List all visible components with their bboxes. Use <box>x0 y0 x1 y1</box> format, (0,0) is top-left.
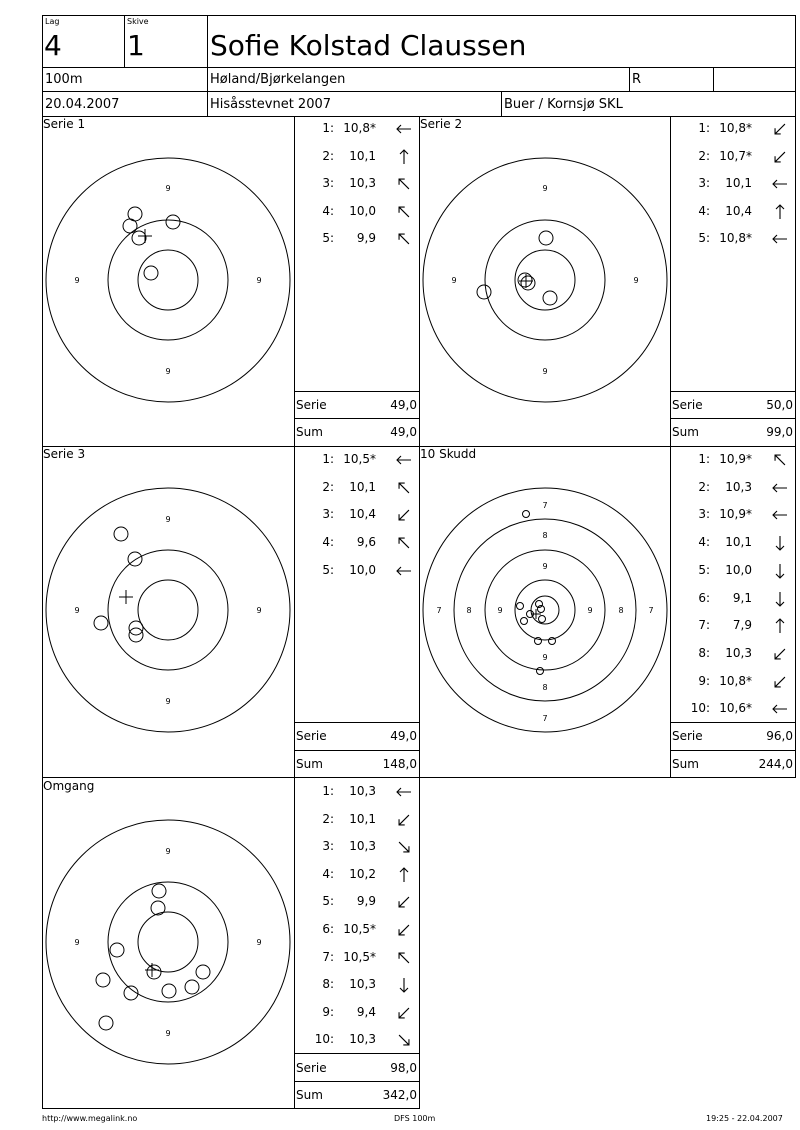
shot-row <box>294 975 420 993</box>
shot-score: 10,3 <box>725 645 752 660</box>
sum-value: 49,0 <box>390 425 417 439</box>
shot-score: 10,3 <box>349 839 376 854</box>
footer-timestamp: 19:25 - 22.04.2007 <box>706 1114 783 1123</box>
shot-hole <box>521 276 535 290</box>
ring-label: 7 <box>648 606 654 615</box>
shot-number: 7: <box>322 949 334 964</box>
shot-hole <box>114 527 128 541</box>
shot-hole <box>128 552 142 566</box>
sum-total-row <box>670 425 796 439</box>
shot-hole <box>152 884 166 898</box>
shot-row <box>294 202 420 220</box>
shot-number: 9: <box>698 673 710 688</box>
direction-arrow-icon <box>396 121 412 137</box>
ring-label: 8 <box>542 531 548 540</box>
direction-arrow-icon <box>772 674 788 690</box>
shot-number: 10: <box>690 701 710 716</box>
shot-hole <box>523 511 530 518</box>
ring-label: 9 <box>542 653 548 662</box>
direction-arrow-icon <box>396 894 412 910</box>
serie-value: 49,0 <box>390 729 417 743</box>
target-serie-3 <box>46 488 290 732</box>
shot-hole <box>144 266 158 280</box>
shot-score: 10,4 <box>725 203 752 218</box>
shot-hole <box>517 603 524 610</box>
shot-row <box>670 699 796 717</box>
shot-score: 10,9* <box>719 452 752 466</box>
shot-number: 3: <box>698 507 710 522</box>
direction-arrow-icon <box>396 507 412 523</box>
shot-row <box>670 119 796 137</box>
shot-row <box>294 505 420 523</box>
serie-label: Serie <box>672 398 703 412</box>
shot-row <box>294 478 420 496</box>
serie-total-row <box>294 729 420 743</box>
shot-score: 10,9* <box>719 507 752 522</box>
shot-score: 10,0 <box>349 562 376 577</box>
shot-number: 4: <box>322 866 334 881</box>
ring-label: 9 <box>451 276 457 285</box>
shot-row <box>670 505 796 523</box>
ring-label: 9 <box>256 276 262 285</box>
shot-score: 10,3 <box>349 176 376 190</box>
shot-hole <box>151 901 165 915</box>
serie-value: 49,0 <box>390 398 417 412</box>
panel-title: Serie 2 <box>420 117 463 131</box>
shot-row <box>294 865 420 883</box>
target-serie-2 <box>423 158 667 402</box>
shot-number: 2: <box>322 148 334 163</box>
shot-row <box>294 782 420 800</box>
shot-score: 9,4 <box>356 1004 376 1019</box>
shot-row <box>294 892 420 910</box>
shot-score: 9,1 <box>732 590 752 605</box>
shot-score: 10,1 <box>349 811 376 826</box>
shot-row <box>294 147 420 165</box>
sum-value: 244,0 <box>758 757 793 771</box>
ring-label: 7 <box>542 714 548 723</box>
shot-score: 10,1 <box>349 148 376 163</box>
serie-label: Serie <box>296 398 327 412</box>
shot-score: 10,1 <box>725 535 752 550</box>
shot-row <box>294 450 420 468</box>
serie-label: Serie <box>296 1061 327 1075</box>
shot-number: 10: <box>314 1032 334 1047</box>
footer-program: DFS 100m <box>394 1114 436 1123</box>
shot-number: 5: <box>698 562 710 577</box>
shot-number: 1: <box>698 121 710 135</box>
direction-arrow-icon <box>772 231 788 247</box>
direction-arrow-icon <box>772 618 788 634</box>
date: 20.04.2007 <box>45 97 120 112</box>
shot-score: 10,8* <box>719 231 752 245</box>
direction-arrow-icon <box>396 563 412 579</box>
shot-score: 10,8* <box>343 121 376 135</box>
shot-row <box>670 202 796 220</box>
shot-row <box>294 837 420 855</box>
shot-number: 5: <box>698 231 710 245</box>
direction-arrow-icon <box>396 950 412 966</box>
shot-number: 1: <box>698 452 710 466</box>
shot-row <box>670 561 796 579</box>
direction-arrow-icon <box>396 1032 412 1048</box>
shooter-name: Sofie Kolstad Claussen <box>210 29 527 62</box>
shot-row <box>294 1003 420 1021</box>
direction-arrow-icon <box>772 563 788 579</box>
shot-hole <box>185 980 199 994</box>
shot-score: 10,5* <box>343 922 376 936</box>
shot-number: 5: <box>322 231 334 245</box>
shot-row <box>670 450 796 468</box>
serie-total-row <box>670 398 796 412</box>
shot-score: 9,9 <box>356 231 376 245</box>
ring-label: 9 <box>256 938 262 947</box>
ring-label: 8 <box>466 606 472 615</box>
direction-arrow-icon <box>396 204 412 220</box>
mean-hit-cross <box>531 609 541 619</box>
serie-label: Serie <box>296 729 327 743</box>
shot-score: 10,1 <box>725 176 752 190</box>
ring-label: 9 <box>165 515 171 524</box>
shot-score: 10,2 <box>349 866 376 881</box>
skive-label: Skive <box>127 17 149 26</box>
shot-number: 1: <box>322 452 334 466</box>
shot-number: 2: <box>698 148 710 163</box>
shot-row <box>670 589 796 607</box>
direction-arrow-icon <box>772 176 788 192</box>
shot-score: 10,3 <box>349 1032 376 1047</box>
shot-hole <box>539 616 546 623</box>
sum-total-row <box>294 1088 420 1102</box>
direction-arrow-icon <box>772 646 788 662</box>
sum-total-row <box>294 425 420 439</box>
shot-number: 8: <box>322 977 334 992</box>
ring-label: 9 <box>542 184 548 193</box>
serie-total-row <box>670 729 796 743</box>
direction-arrow-icon <box>772 591 788 607</box>
mean-hit-cross <box>119 590 133 604</box>
direction-arrow-icon <box>772 149 788 165</box>
shot-number: 2: <box>322 479 334 494</box>
serie-value: 50,0 <box>766 398 793 412</box>
direction-arrow-icon <box>396 452 412 468</box>
distance: 100m <box>45 72 83 87</box>
direction-arrow-icon <box>396 535 412 551</box>
sum-label: Sum <box>672 757 699 771</box>
shot-number: 1: <box>322 121 334 135</box>
shot-score: 9,9 <box>356 894 376 909</box>
shot-hole <box>539 231 553 245</box>
shot-score: 10,3 <box>349 977 376 992</box>
shot-hole <box>535 638 542 645</box>
shot-score: 10,3 <box>349 784 376 798</box>
shot-row <box>670 229 796 247</box>
shot-hole <box>96 973 110 987</box>
panel-title: Serie 1 <box>43 117 86 131</box>
sum-label: Sum <box>296 757 323 771</box>
direction-arrow-icon <box>396 231 412 247</box>
shot-hole <box>518 273 532 287</box>
event-name: Hisåsstevnet 2007 <box>210 97 332 112</box>
direction-arrow-icon <box>396 977 412 993</box>
shot-row <box>294 920 420 938</box>
shot-score: 10,7* <box>719 148 752 163</box>
direction-arrow-icon <box>772 535 788 551</box>
shot-hole <box>94 616 108 630</box>
direction-arrow-icon <box>396 867 412 883</box>
ring-label: 7 <box>542 501 548 510</box>
sum-label: Sum <box>672 425 699 439</box>
sum-value: 342,0 <box>382 1088 417 1102</box>
ring-label: 9 <box>165 697 171 706</box>
direction-arrow-icon <box>772 204 788 220</box>
shot-score: 10,8* <box>719 121 752 135</box>
shot-number: 9: <box>322 1004 334 1019</box>
direction-arrow-icon <box>772 121 788 137</box>
shot-row <box>294 561 420 579</box>
direction-arrow-icon <box>396 149 412 165</box>
direction-arrow-icon <box>396 480 412 496</box>
shot-number: 4: <box>322 535 334 550</box>
shot-hole <box>99 1016 113 1030</box>
shot-row <box>670 533 796 551</box>
ring-label: 9 <box>74 606 80 615</box>
shot-row <box>670 147 796 165</box>
shot-row <box>670 478 796 496</box>
ring-label: 8 <box>618 606 624 615</box>
shot-hole <box>123 219 137 233</box>
sum-label: Sum <box>296 1088 323 1102</box>
lag-label: Lag <box>45 17 60 26</box>
location: Buer / Kornsjø SKL <box>504 97 623 112</box>
shot-number: 4: <box>698 535 710 550</box>
panel-title: 10 Skudd <box>420 447 477 461</box>
shot-number: 8: <box>698 645 710 660</box>
shot-hole <box>549 638 556 645</box>
shot-number: 6: <box>322 922 334 936</box>
shot-row <box>294 1030 420 1048</box>
ring-label: 9 <box>542 367 548 376</box>
direction-arrow-icon <box>772 480 788 496</box>
shot-number: 5: <box>322 894 334 909</box>
shot-row <box>670 672 796 690</box>
footer-url[interactable]: http://www.megalink.no <box>42 1114 138 1123</box>
shot-row <box>670 644 796 662</box>
shot-hole <box>110 943 124 957</box>
direction-arrow-icon <box>396 1005 412 1021</box>
ring-label: 9 <box>256 606 262 615</box>
shot-row <box>294 810 420 828</box>
ring-label: 9 <box>542 562 548 571</box>
direction-arrow-icon <box>396 839 412 855</box>
shot-row <box>670 174 796 192</box>
ring-label: 9 <box>165 184 171 193</box>
shot-score: 10,8* <box>719 673 752 688</box>
shot-hole <box>537 668 544 675</box>
lag-value: 4 <box>44 29 62 62</box>
shot-hole <box>196 965 210 979</box>
shot-hole <box>521 618 528 625</box>
shot-score: 10,6* <box>719 701 752 716</box>
shot-number: 1: <box>322 784 334 798</box>
serie-total-row <box>294 398 420 412</box>
panel-title: Serie 3 <box>43 447 86 461</box>
shot-row <box>294 119 420 137</box>
direction-arrow-icon <box>396 176 412 192</box>
shot-score: 10,4 <box>349 507 376 522</box>
shot-score: 10,5* <box>343 452 376 466</box>
shot-number: 3: <box>698 176 710 190</box>
sum-value: 148,0 <box>382 757 417 771</box>
shot-number: 3: <box>322 839 334 854</box>
shot-score: 10,0 <box>349 203 376 218</box>
ring-label: 9 <box>497 606 503 615</box>
shot-row <box>294 533 420 551</box>
shot-score: 10,1 <box>349 479 376 494</box>
serie-label: Serie <box>672 729 703 743</box>
direction-arrow-icon <box>772 701 788 717</box>
shot-row <box>294 229 420 247</box>
target-serie-1 <box>46 158 290 402</box>
direction-arrow-icon <box>396 784 412 800</box>
shot-number: 6: <box>698 590 710 605</box>
ring-label: 9 <box>587 606 593 615</box>
shot-hole <box>166 215 180 229</box>
serie-value: 96,0 <box>766 729 793 743</box>
shot-number: 2: <box>698 479 710 494</box>
ring-label: 8 <box>542 683 548 692</box>
shooter-class: R <box>632 72 642 87</box>
shot-number: 4: <box>322 203 334 218</box>
serie-total-row <box>294 1061 420 1075</box>
shot-hole <box>477 285 491 299</box>
sum-label: Sum <box>296 425 323 439</box>
ring-label: 9 <box>74 938 80 947</box>
ring-label: 9 <box>165 1029 171 1038</box>
panel-title: Omgang <box>43 779 95 793</box>
shot-hole <box>147 965 161 979</box>
shot-hole <box>162 984 176 998</box>
shot-number: 3: <box>322 507 334 522</box>
shot-score: 9,6 <box>356 535 376 550</box>
ring-label: 9 <box>165 367 171 376</box>
ring-label: 9 <box>165 847 171 856</box>
ring-label: 9 <box>74 276 80 285</box>
shot-score: 7,9 <box>732 618 752 633</box>
direction-arrow-icon <box>396 922 412 938</box>
direction-arrow-icon <box>772 452 788 468</box>
sum-value: 99,0 <box>766 425 793 439</box>
shot-number: 4: <box>698 203 710 218</box>
target-10-skudd <box>423 488 667 732</box>
shot-number: 2: <box>322 811 334 826</box>
club: Høland/Bjørkelangen <box>210 72 346 87</box>
skive-value: 1 <box>127 29 145 62</box>
ring-label: 7 <box>436 606 442 615</box>
direction-arrow-icon <box>396 812 412 828</box>
shot-number: 7: <box>698 618 710 633</box>
shot-number: 5: <box>322 562 334 577</box>
serie-value: 98,0 <box>390 1061 417 1075</box>
shot-row <box>670 616 796 634</box>
shot-score: 10,3 <box>725 479 752 494</box>
shot-score: 10,5* <box>343 949 376 964</box>
ring-label: 9 <box>633 276 639 285</box>
shot-hole <box>543 291 557 305</box>
shot-number: 3: <box>322 176 334 190</box>
shot-row <box>294 948 420 966</box>
shot-row <box>294 174 420 192</box>
shot-hole <box>132 231 146 245</box>
shot-score: 10,0 <box>725 562 752 577</box>
target-omgang <box>46 820 290 1064</box>
sum-total-row <box>294 757 420 771</box>
sum-total-row <box>670 757 796 771</box>
direction-arrow-icon <box>772 507 788 523</box>
